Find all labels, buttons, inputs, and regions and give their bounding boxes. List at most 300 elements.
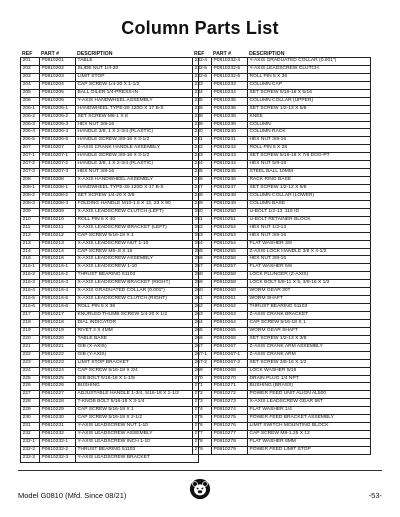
part-description: FLAT WASHER 1/4 bbox=[248, 407, 371, 415]
header-part: PART # bbox=[41, 50, 60, 57]
part-description: Y-AXIS LEADSCREW INCH 1-10 bbox=[76, 439, 199, 447]
parts-table-right-body bbox=[193, 58, 371, 455]
page-number: -53- bbox=[368, 491, 382, 500]
part-number: P0810272 bbox=[212, 391, 248, 399]
ref-number: 206-3 bbox=[21, 121, 40, 129]
ref-number: 217 bbox=[21, 312, 40, 320]
table-row bbox=[193, 407, 371, 415]
table-row bbox=[21, 161, 199, 169]
part-number: P0810216-2 bbox=[40, 272, 76, 280]
ref-number: 262 bbox=[193, 304, 212, 312]
part-description: HANDWHEEL TYPE-26 120D X 17 B-S bbox=[76, 105, 199, 113]
table-row bbox=[21, 319, 199, 327]
part-number: P0810261 bbox=[212, 296, 248, 304]
table-row bbox=[21, 89, 199, 97]
part-description: HEX NUT 3/8-16 bbox=[76, 121, 199, 129]
ref-number: 228 bbox=[21, 399, 40, 407]
part-description: Z-AXIS CRANK ARM ASSEMBLY bbox=[248, 343, 371, 351]
table-row bbox=[193, 415, 371, 423]
ref-number: 239 bbox=[193, 121, 212, 129]
ref-number: 206-4 bbox=[21, 129, 40, 137]
table-row bbox=[21, 248, 199, 256]
part-number: P0810266 bbox=[212, 335, 248, 343]
part-number: P0810207-3 bbox=[40, 169, 76, 177]
part-number: P0810240 bbox=[212, 129, 248, 137]
ref-number: 218 bbox=[21, 319, 40, 327]
table-row bbox=[21, 454, 199, 462]
ref-number: 216-5 bbox=[21, 296, 40, 304]
part-description: X-AXIS LEADSCREW NUT 1-10 bbox=[76, 240, 199, 248]
ref-number: 207-3 bbox=[21, 169, 40, 177]
part-description: X-AXIS LEADSCREW CLUTCH (LEFT) bbox=[76, 208, 199, 216]
table-row bbox=[193, 359, 371, 367]
table-row bbox=[21, 129, 199, 137]
table-row bbox=[193, 431, 371, 439]
part-number: P0810263 bbox=[212, 312, 248, 320]
ref-number: 213 bbox=[21, 240, 40, 248]
part-description: GIB (Y-AXIS) bbox=[76, 351, 199, 359]
part-description: X-AXIS GRADUATED COLLAR (0.001") bbox=[76, 288, 199, 296]
part-number: P0810273 bbox=[212, 399, 248, 407]
ref-number: 261 bbox=[193, 296, 212, 304]
ref-number: 244 bbox=[193, 161, 212, 169]
table-row bbox=[21, 97, 199, 105]
part-description: T-KNOB BOLT 5/16-18 X 3-1/4 bbox=[76, 399, 199, 407]
ref-number: 207 bbox=[21, 145, 40, 153]
part-number: P0810232 bbox=[40, 431, 76, 439]
table-row bbox=[193, 296, 371, 304]
ref-number: 220 bbox=[21, 335, 40, 343]
part-number: P0810232-4 bbox=[212, 58, 248, 66]
part-description: FLAT WASHER 5/8 bbox=[248, 264, 371, 272]
part-number: P0810214 bbox=[40, 248, 76, 256]
ref-number: 232-2 bbox=[21, 446, 40, 454]
ref-number: 275 bbox=[193, 415, 212, 423]
part-description: X-AXIS LEADSCREW 1-10 bbox=[76, 264, 199, 272]
part-description: HEX NUT 1/2-13 bbox=[248, 224, 371, 232]
table-row bbox=[193, 399, 371, 407]
table-row bbox=[21, 327, 199, 335]
ref-number: 208-1 bbox=[21, 185, 40, 193]
part-number: P0810208-1 bbox=[40, 185, 76, 193]
part-number: P0810201 bbox=[40, 58, 76, 66]
table-row bbox=[21, 304, 199, 312]
ref-number: 273 bbox=[193, 399, 212, 407]
ref-number: 240 bbox=[193, 129, 212, 137]
table-row bbox=[21, 431, 199, 439]
part-description: LIMIT STOP bbox=[76, 73, 199, 81]
ref-number: 238 bbox=[193, 113, 212, 121]
ref-number: 206-1 bbox=[21, 105, 40, 113]
part-description: HANDLE SCREW 3/8-16 X 3-1/2 bbox=[76, 153, 199, 161]
part-description: SLIDE NUT 1/4-20 bbox=[76, 65, 199, 73]
ref-number: 206-2 bbox=[21, 113, 40, 121]
part-number: P0810253 bbox=[212, 232, 248, 240]
ref-number: 208 bbox=[21, 177, 40, 185]
part-number: P0810271 bbox=[212, 383, 248, 391]
part-description: X-AXIS LEADSCREW BRACKET (LEFT) bbox=[76, 224, 199, 232]
ref-number: 242 bbox=[193, 145, 212, 153]
header-description: DESCRIPTION bbox=[249, 50, 285, 57]
part-description: Y-AXIS LEADSCREW NUT 1-10 bbox=[76, 423, 199, 431]
part-number: P0810265 bbox=[212, 327, 248, 335]
header-part: PART # bbox=[213, 50, 232, 57]
part-number: P0810212 bbox=[40, 232, 76, 240]
part-description: HANDLE 3/8, 1 X 2-3/4 (PLASTIC) bbox=[76, 161, 199, 169]
part-number: P0810246 bbox=[212, 177, 248, 185]
table-row bbox=[21, 216, 199, 224]
part-number: P0810220 bbox=[40, 335, 76, 343]
ref-number: 232-1 bbox=[21, 439, 40, 447]
part-number: P0810224 bbox=[40, 367, 76, 375]
ref-number: 211 bbox=[21, 224, 40, 232]
table-row bbox=[21, 383, 199, 391]
header-description: DESCRIPTION bbox=[77, 50, 113, 57]
part-description: WORM GEAR SHAFT bbox=[248, 327, 371, 335]
table-row bbox=[193, 113, 371, 121]
part-number: P0810219 bbox=[40, 327, 76, 335]
part-number: P0810206-4 bbox=[40, 129, 76, 137]
part-description: U-BOLT 1/2-13, 116 ID bbox=[248, 208, 371, 216]
part-description: CAP SCREW 5/16-18 X 3/4 bbox=[76, 367, 199, 375]
table-row bbox=[193, 185, 371, 193]
part-number: P0810206-3 bbox=[40, 121, 76, 129]
table-row bbox=[193, 319, 371, 327]
table-row bbox=[193, 383, 371, 391]
part-description: CAP SCREW 5/16-18 X 1 bbox=[248, 319, 371, 327]
part-description: POWER FEED UNIT ALIGN AL500 bbox=[248, 391, 371, 399]
table-row bbox=[21, 121, 199, 129]
ref-number: 252 bbox=[193, 224, 212, 232]
table-row bbox=[21, 280, 199, 288]
part-number: P0810243 bbox=[212, 153, 248, 161]
part-number: P0810232-3 bbox=[40, 454, 76, 462]
ref-number: 232-3 bbox=[21, 454, 40, 462]
ref-number: 212 bbox=[21, 232, 40, 240]
part-description: LOCK WASHER 5/16 bbox=[248, 367, 371, 375]
ref-number: 264 bbox=[193, 319, 212, 327]
table-row bbox=[193, 280, 371, 288]
table-row bbox=[21, 200, 199, 208]
table-row bbox=[193, 272, 371, 280]
ref-number: 232 bbox=[21, 431, 40, 439]
part-number: P0810225 bbox=[40, 375, 76, 383]
ref-number: 222 bbox=[21, 351, 40, 359]
table-row bbox=[193, 192, 371, 200]
part-description: CAP SCREW 5/16-18 X 1 bbox=[76, 232, 199, 240]
table-row bbox=[193, 343, 371, 351]
part-number: P0810232-2 bbox=[40, 446, 76, 454]
table-row bbox=[193, 446, 371, 454]
page-title: Column Parts List bbox=[121, 18, 279, 38]
part-description: SET SCREW 1/2-13 X 3/8 bbox=[248, 335, 371, 343]
part-number: P0810203 bbox=[40, 73, 76, 81]
ref-number: 251 bbox=[193, 216, 212, 224]
part-number: P0810232-1 bbox=[40, 439, 76, 447]
ref-number: 219 bbox=[21, 327, 40, 335]
ref-number: 205 bbox=[21, 89, 40, 97]
part-description: HEX NUT 3/8-16 bbox=[248, 256, 371, 264]
part-description: COLUMN COLLAR (UPPER) bbox=[248, 97, 371, 105]
ref-number: 243 bbox=[193, 153, 212, 161]
ref-number: 267 bbox=[193, 343, 212, 351]
ref-number: 254 bbox=[193, 240, 212, 248]
ref-number: 256 bbox=[193, 256, 212, 264]
part-number: P0810222 bbox=[40, 351, 76, 359]
part-number: P0810276 bbox=[212, 423, 248, 431]
part-number: P0810252 bbox=[212, 224, 248, 232]
table-row bbox=[21, 272, 199, 280]
table-row bbox=[193, 97, 371, 105]
table-row bbox=[21, 288, 199, 296]
part-number: P0810216-1 bbox=[40, 264, 76, 272]
part-number: P0810239 bbox=[212, 121, 248, 129]
ref-number: 209 bbox=[21, 208, 40, 216]
part-description: Y-AXIS LEADSCREW ASSEMBLY bbox=[76, 431, 199, 439]
part-number: P0810208-3 bbox=[40, 200, 76, 208]
part-number: P0810248 bbox=[212, 192, 248, 200]
part-description: COLUMN bbox=[248, 121, 371, 129]
part-description: SET SCREW M6-1 X 8 bbox=[76, 113, 199, 121]
ref-number: 259 bbox=[193, 280, 212, 288]
table-row bbox=[193, 161, 371, 169]
table-row bbox=[21, 359, 199, 367]
part-number: P0810254 bbox=[212, 240, 248, 248]
part-description: COLUMN RACK bbox=[248, 129, 371, 137]
part-number: P0810258 bbox=[212, 272, 248, 280]
table-header-row bbox=[193, 48, 371, 58]
table-row bbox=[21, 256, 199, 264]
ref-number: 210 bbox=[21, 216, 40, 224]
part-description: Z-AXIS CRANK ARM bbox=[248, 351, 371, 359]
table-row bbox=[193, 367, 371, 375]
ref-number: 266 bbox=[193, 335, 212, 343]
ref-number: 207-2 bbox=[21, 161, 40, 169]
table-row bbox=[21, 391, 199, 399]
table-row bbox=[193, 288, 371, 296]
part-number: P0810216-6 bbox=[40, 304, 76, 312]
ref-number: 236 bbox=[193, 105, 212, 113]
part-number: P0810233 bbox=[212, 81, 248, 89]
part-description: SET SCREW 5/16-18 X 7/8 DOG-PT bbox=[248, 153, 371, 161]
ref-number: 267-1 bbox=[193, 351, 212, 359]
table-row bbox=[21, 343, 199, 351]
ref-number: 250 bbox=[193, 208, 212, 216]
part-number: P0810267-1 bbox=[212, 351, 248, 359]
part-number: P0810218 bbox=[40, 319, 76, 327]
ref-number: 276 bbox=[193, 423, 212, 431]
table-row bbox=[21, 145, 199, 153]
part-description: CAP SCREW 1/4-20 X 1-1/2 bbox=[76, 81, 199, 89]
part-description: HEX NUT 3/8-16 bbox=[76, 169, 199, 177]
part-description: LOCK BOLT 5/8-11 X 5, 3/8-16 X 1/2 bbox=[248, 280, 371, 288]
part-description: KNURLED THUMB SCREW 1/4-20 X 1/2 bbox=[76, 312, 199, 320]
ref-number: 277 bbox=[193, 431, 212, 439]
ref-number: 201 bbox=[21, 58, 40, 66]
ref-number: 216 bbox=[21, 256, 40, 264]
part-description: U-BOLT RETAINER BLOCK bbox=[248, 216, 371, 224]
table-row bbox=[193, 224, 371, 232]
table-row bbox=[193, 248, 371, 256]
ref-number: 246 bbox=[193, 177, 212, 185]
table-row bbox=[21, 224, 199, 232]
part-number: P0810241 bbox=[212, 137, 248, 145]
part-description: POWER FEED BRACKET ASSEMBLY bbox=[248, 415, 371, 423]
ref-number: 279 bbox=[193, 446, 212, 454]
part-description: X-AXIS LEADSCREW ASSEMBLY bbox=[76, 256, 199, 264]
part-number: P0810217 bbox=[40, 312, 76, 320]
ref-number: 278 bbox=[193, 439, 212, 447]
part-number: P0810211 bbox=[40, 224, 76, 232]
part-number: P0810206-2 bbox=[40, 113, 76, 121]
ref-number: 232-6 bbox=[193, 73, 212, 81]
ref-number: 247 bbox=[193, 185, 212, 193]
part-number: P0810221 bbox=[40, 343, 76, 351]
part-number: P0810204 bbox=[40, 81, 76, 89]
table-row bbox=[21, 81, 199, 89]
part-number: P0810230 bbox=[40, 415, 76, 423]
part-description: HEX NUT 3/8-16 bbox=[248, 232, 371, 240]
ref-number: 257 bbox=[193, 264, 212, 272]
part-description: HANDLE 3/8, 1 X 2-3/4 (PLASTIC) bbox=[76, 129, 199, 137]
ref-number: 221 bbox=[21, 343, 40, 351]
part-number: P0810226 bbox=[40, 383, 76, 391]
part-description: ROLL PIN 5 X 36 bbox=[248, 73, 371, 81]
ref-number: 227 bbox=[21, 391, 40, 399]
table-row bbox=[193, 304, 371, 312]
ref-number: 216-6 bbox=[21, 304, 40, 312]
table-row bbox=[21, 232, 199, 240]
part-number: P0810208-2 bbox=[40, 192, 76, 200]
ref-number: 232-4 bbox=[193, 58, 212, 66]
table-row bbox=[193, 105, 371, 113]
part-number: P0810257 bbox=[212, 264, 248, 272]
part-number: P0810216 bbox=[40, 256, 76, 264]
part-number: P0810206-5 bbox=[40, 137, 76, 145]
table-row bbox=[21, 439, 199, 447]
part-number: P0810277 bbox=[212, 431, 248, 439]
table-row bbox=[21, 399, 199, 407]
table-row bbox=[193, 177, 371, 185]
table-row bbox=[21, 169, 199, 177]
part-description: WORM GEAR 30T bbox=[248, 288, 371, 296]
ref-number: 248 bbox=[193, 192, 212, 200]
part-number: P0810262 bbox=[212, 304, 248, 312]
ref-number: 255 bbox=[193, 248, 212, 256]
table-row bbox=[193, 81, 371, 89]
ref-number: 231 bbox=[21, 423, 40, 431]
part-number: P0810228 bbox=[40, 399, 76, 407]
part-number: P0810245 bbox=[212, 169, 248, 177]
table-row bbox=[193, 216, 371, 224]
table-row bbox=[21, 423, 199, 431]
ref-number: 241 bbox=[193, 137, 212, 145]
part-description: X-AXIS LEADSCREW GEAR 56T bbox=[248, 399, 371, 407]
part-description: CAP SCREW M8-1.25 X 12 bbox=[248, 431, 371, 439]
part-number: P0810250 bbox=[212, 208, 248, 216]
part-number: P0810259 bbox=[212, 280, 248, 288]
table-row bbox=[21, 153, 199, 161]
table-row bbox=[21, 375, 199, 383]
table-row bbox=[193, 240, 371, 248]
part-description: LIMIT STOP BRACKET bbox=[76, 359, 199, 367]
part-description: Y-AXIS GRADUATED COLLAR (0.001") bbox=[248, 58, 371, 66]
table-row bbox=[21, 296, 199, 304]
part-number: P0810205 bbox=[40, 89, 76, 97]
table-row bbox=[193, 169, 371, 177]
ref-number: 274 bbox=[193, 407, 212, 415]
table-row bbox=[193, 145, 371, 153]
part-number: P0810229 bbox=[40, 407, 76, 415]
ref-number: 224 bbox=[21, 367, 40, 375]
table-row bbox=[193, 121, 371, 129]
ref-number: 233 bbox=[193, 81, 212, 89]
ref-number: 214 bbox=[21, 248, 40, 256]
table-row bbox=[21, 208, 199, 216]
table-row bbox=[21, 185, 199, 193]
part-number: P0810267 bbox=[212, 343, 248, 351]
part-description: HEX NUT 3/8-16 bbox=[248, 137, 371, 145]
part-description: CAP SCREW M5-.8 X 16 bbox=[76, 248, 199, 256]
part-description: TABLE bbox=[76, 58, 199, 66]
part-description: LIMIT SWITCH MOUNTING BLOCK bbox=[248, 423, 371, 431]
ref-number: 253 bbox=[193, 232, 212, 240]
part-number: P0810278 bbox=[212, 439, 248, 447]
part-number: P0810236 bbox=[212, 105, 248, 113]
table-row bbox=[21, 407, 199, 415]
table-row bbox=[21, 65, 199, 73]
part-description: THRUST BEARING 51103 bbox=[248, 304, 371, 312]
part-number: P0810270 bbox=[212, 375, 248, 383]
part-description: SET SCREW 1/4-20 X 3/8 bbox=[76, 192, 199, 200]
part-description: SET SCREW 1/2-12 X 5/8 bbox=[248, 185, 371, 193]
part-number: P0810206-1 bbox=[40, 105, 76, 113]
table-row bbox=[21, 137, 199, 145]
part-number: P0810260 bbox=[212, 288, 248, 296]
part-description: COLUMN CAP bbox=[248, 81, 371, 89]
part-number: P0810202 bbox=[40, 65, 76, 73]
part-description: Y-AXIS LEADSCREW BRACKET bbox=[76, 454, 199, 462]
table-row bbox=[193, 129, 371, 137]
table-row bbox=[21, 73, 199, 81]
part-number: P0810255 bbox=[212, 248, 248, 256]
ref-number: 208-3 bbox=[21, 200, 40, 208]
ref-number: 208-2 bbox=[21, 192, 40, 200]
part-number: P0810223 bbox=[40, 359, 76, 367]
ref-number: 207-1 bbox=[21, 153, 40, 161]
part-description: COLUMN COLLAR (LOWER) bbox=[248, 192, 371, 200]
ref-number: 204 bbox=[21, 81, 40, 89]
part-number: P0810247 bbox=[212, 185, 248, 193]
parts-table-left-body bbox=[21, 58, 199, 463]
part-description: HEX NUT 5/8-18 bbox=[248, 161, 371, 169]
table-row bbox=[21, 415, 199, 423]
ref-number: 226 bbox=[21, 383, 40, 391]
part-description: ROLL PIN 5 X 36 bbox=[76, 304, 199, 312]
ref-number: 216-2 bbox=[21, 272, 40, 280]
part-number: P0810216-3 bbox=[40, 280, 76, 288]
part-description: CAP SCREW 5/16-18 X 2-1/2 bbox=[76, 415, 199, 423]
ref-number: 263 bbox=[193, 312, 212, 320]
table-row bbox=[21, 113, 199, 121]
table-row bbox=[21, 335, 199, 343]
ref-number: 269 bbox=[193, 367, 212, 375]
parts-table-right bbox=[192, 48, 371, 455]
ref-number: 271 bbox=[193, 383, 212, 391]
part-description: THRUST BEARING 51103 bbox=[76, 272, 199, 280]
part-number: P0810238 bbox=[212, 113, 248, 121]
part-number: P0810251 bbox=[212, 216, 248, 224]
